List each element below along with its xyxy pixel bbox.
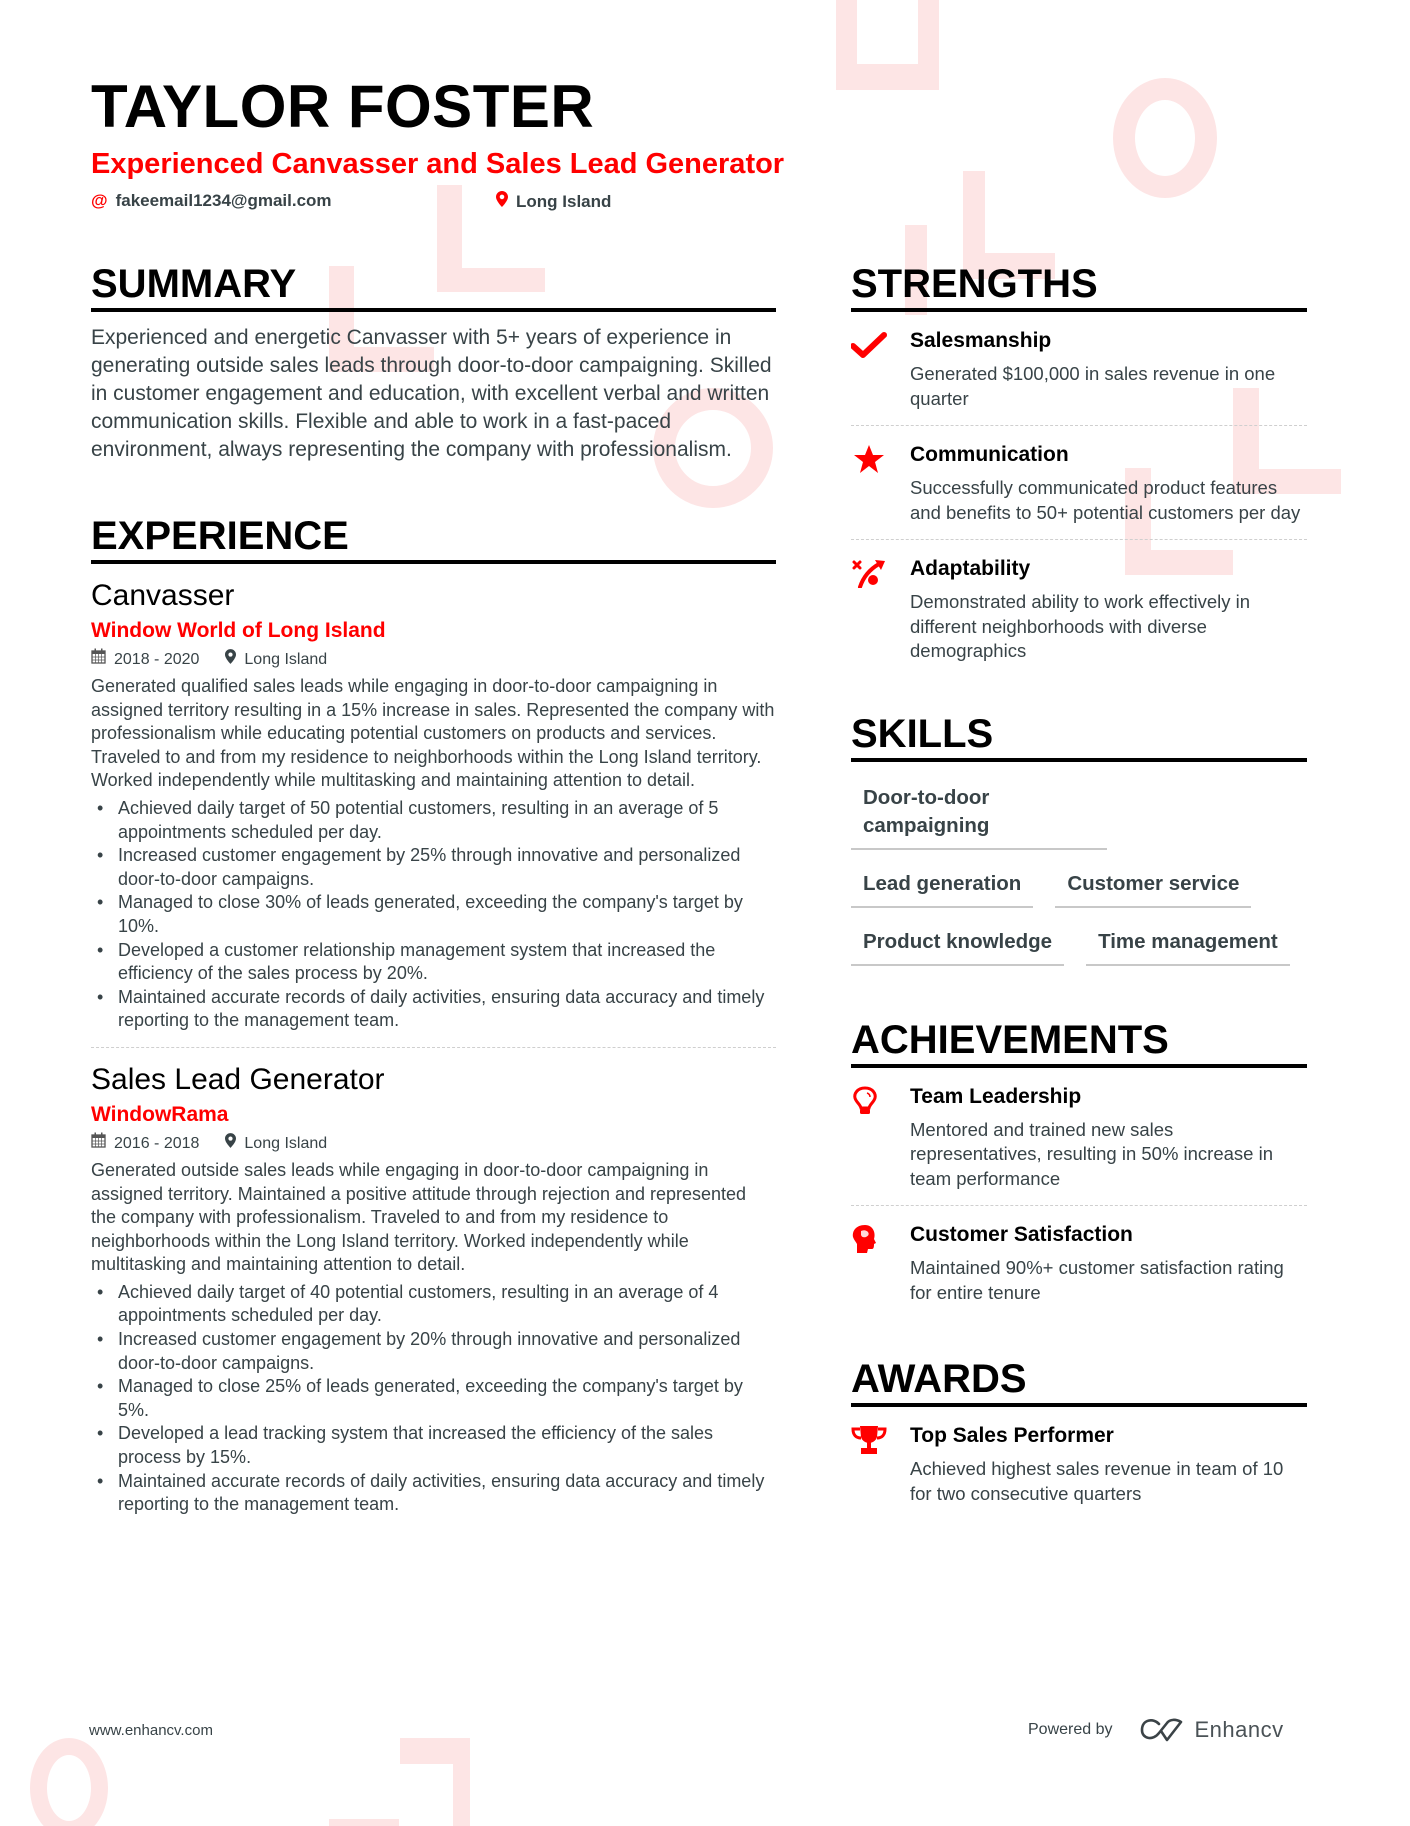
- calendar-icon: [91, 648, 106, 672]
- head-profile-icon: [851, 1222, 910, 1305]
- job-location: Long Island: [244, 651, 328, 668]
- strength-description: Successfully communicated product features and benefits to 50+ potential customers per day: [910, 477, 1301, 523]
- infinity-heart-icon: [1139, 1717, 1185, 1743]
- summary-heading: SUMMARY: [91, 262, 776, 312]
- skill-tag: Product knowledge: [851, 928, 1064, 966]
- achievements-section: [851, 1018, 1307, 1320]
- achievement-item: [851, 1206, 1307, 1319]
- strength-title: Adaptability: [910, 557, 1031, 580]
- location-text: Long Island: [516, 191, 612, 211]
- strengths-section: [851, 262, 1307, 678]
- email-text: fakeemail1234@gmail.com: [115, 191, 332, 210]
- job-title: Sales Lead Generator: [91, 1062, 385, 1096]
- experience-heading: EXPERIENCE: [91, 514, 776, 564]
- map-pin-icon: [496, 191, 508, 212]
- skill-tag: Door-to-door campaigning: [851, 784, 1107, 850]
- lightbulb-icon: [851, 1084, 910, 1192]
- strengths-heading: STRENGTHS: [851, 262, 1307, 312]
- job-title: Canvasser: [91, 579, 235, 612]
- achievement-item: [851, 1068, 1307, 1207]
- skills-list: [851, 784, 1307, 966]
- enhancv-logo[interactable]: [1139, 1717, 1284, 1743]
- job-bullets: [91, 797, 776, 1033]
- job-bullet: • Achieved daily target of 40 potential customers, resulting in an average of 4 appointments scheduled per day.: [91, 1281, 776, 1328]
- job-company: Window World of Long Island: [91, 619, 386, 642]
- map-pin-icon: [225, 1132, 236, 1156]
- job-bullet: • Maintained accurate records of daily activities, ensuring data accuracy and timely reporting to the management team.: [91, 986, 776, 1033]
- achievements-heading: ACHIEVEMENTS: [851, 1018, 1307, 1068]
- summary-text: Experienced and energetic Canvasser with 5+ years of experience in generating outside sales leads through door-to-door campaigning. Skilled in customer engagement and education, with excellent verbal and written communication skills. Flexible and able to work in a fast-paced environment, always representing the company with professionalism.: [91, 326, 772, 461]
- job-dates: 2016 - 2018: [114, 1134, 200, 1152]
- experience-section: [91, 514, 776, 1517]
- awards-section: [851, 1357, 1307, 1520]
- strength-item: [851, 540, 1307, 678]
- left-column: [91, 262, 776, 1517]
- brand-name: Enhancv: [1194, 1717, 1284, 1742]
- achievement-title: Team Leadership: [910, 1084, 1082, 1108]
- achievement-title: Customer Satisfaction: [910, 1223, 1133, 1246]
- at-icon: @: [91, 191, 108, 210]
- job-company: WindowRama: [91, 1102, 229, 1126]
- contact-email[interactable]: [91, 191, 332, 211]
- job-bullet: • Developed a customer relationship management system that increased the efficiency of the sales process by 20%.: [91, 939, 776, 986]
- job-bullet: • Increased customer engagement by 25% through innovative and personalized door-to-door campaigns.: [91, 844, 776, 891]
- candidate-title: Experienced Canvasser and Sales Lead Generator: [91, 148, 785, 180]
- job-dates: 2018 - 2020: [114, 651, 200, 668]
- right-column: [851, 262, 1307, 1520]
- strength-item: [851, 426, 1307, 540]
- skills-section: [851, 712, 1307, 966]
- summary-section: [91, 262, 776, 464]
- job-bullet: • Achieved daily target of 50 potential customers, resulting in an average of 5 appointments scheduled per day.: [91, 797, 776, 844]
- strength-title: Communication: [910, 443, 1069, 466]
- contact-location: [496, 191, 611, 212]
- trophy-icon: [851, 1423, 910, 1506]
- job-bullet: • Maintained accurate records of daily activities, ensuring data accuracy and timely reporting to the management team.: [91, 1470, 776, 1517]
- job-location: Long Island: [244, 1134, 328, 1152]
- job-bullet: • Managed to close 25% of leads generated, exceeding the company's target by 5%.: [91, 1375, 776, 1422]
- job-bullet: • Increased customer engagement by 20% through innovative and personalized door-to-door campaigns.: [91, 1328, 776, 1375]
- candidate-name: TAYLOR FOSTER: [91, 73, 595, 140]
- job-meta: [91, 1132, 776, 1156]
- skill-tag: Lead generation: [851, 870, 1033, 908]
- calendar-icon: [91, 1132, 106, 1156]
- awards-heading: AWARDS: [851, 1357, 1307, 1407]
- website-link[interactable]: www.enhancv.com: [89, 1722, 213, 1739]
- skill-tag: Time management: [1086, 928, 1290, 966]
- map-pin-icon: [225, 648, 236, 672]
- job-description: Generated qualified sales leads while engaging in door-to-door campaigning in assigned territory resulting in a 15% increase in sales. Represented the company with professionalism while educating potential customers on products and services. Traveled to and from my residence to neighborhoods within the Long Island territory. Worked independently while multitasking and maintaining attention to detail.: [91, 676, 775, 791]
- strength-title: Salesmanship: [910, 329, 1052, 352]
- achievement-description: Mentored and trained new sales representatives, resulting in 50% increase in team performance: [910, 1118, 1273, 1189]
- powered-by: [1028, 1717, 1284, 1743]
- star-icon: [851, 442, 910, 525]
- award-title: Top Sales Performer: [910, 1424, 1114, 1447]
- job-description: Generated outside sales leads while engaging in door-to-door campaigning in assigned territory. Maintained a positive attitude through rejection and represented the company with professionalism. Traveled to and from my residence to neighborhoods within the Long Island territory. Worked independently while multitasking and maintaining attention to detail.: [91, 1159, 747, 1275]
- achievement-description: Maintained 90%+ customer satisfaction rating for entire tenure: [910, 1257, 1284, 1303]
- award-description: Achieved highest sales revenue in team of 10 for two consecutive quarters: [910, 1458, 1284, 1504]
- job-meta: [91, 648, 776, 672]
- job-bullets: [91, 1281, 776, 1517]
- award-item: [851, 1407, 1307, 1520]
- skills-heading: SKILLS: [851, 712, 1307, 762]
- job-bullet: • Managed to close 30% of leads generated, exceeding the company's target by 10%.: [91, 891, 776, 938]
- strength-description: Generated $100,000 in sales revenue in one quarter: [910, 363, 1276, 409]
- strength-description: Demonstrated ability to work effectively in different neighborhoods with diverse demographics: [910, 591, 1251, 661]
- job-entry: [91, 1062, 776, 1517]
- checkmark-icon: [851, 328, 910, 411]
- job-entry: [91, 578, 776, 1048]
- strength-item: [851, 312, 1307, 426]
- skill-tag: Customer service: [1055, 870, 1251, 908]
- powered-by-label: Powered by: [1028, 1721, 1113, 1738]
- strategy-arrow-icon: [851, 556, 910, 664]
- job-divider: [91, 1047, 776, 1048]
- job-bullet: • Developed a lead tracking system that increased the efficiency of the sales process by 15%.: [91, 1422, 776, 1469]
